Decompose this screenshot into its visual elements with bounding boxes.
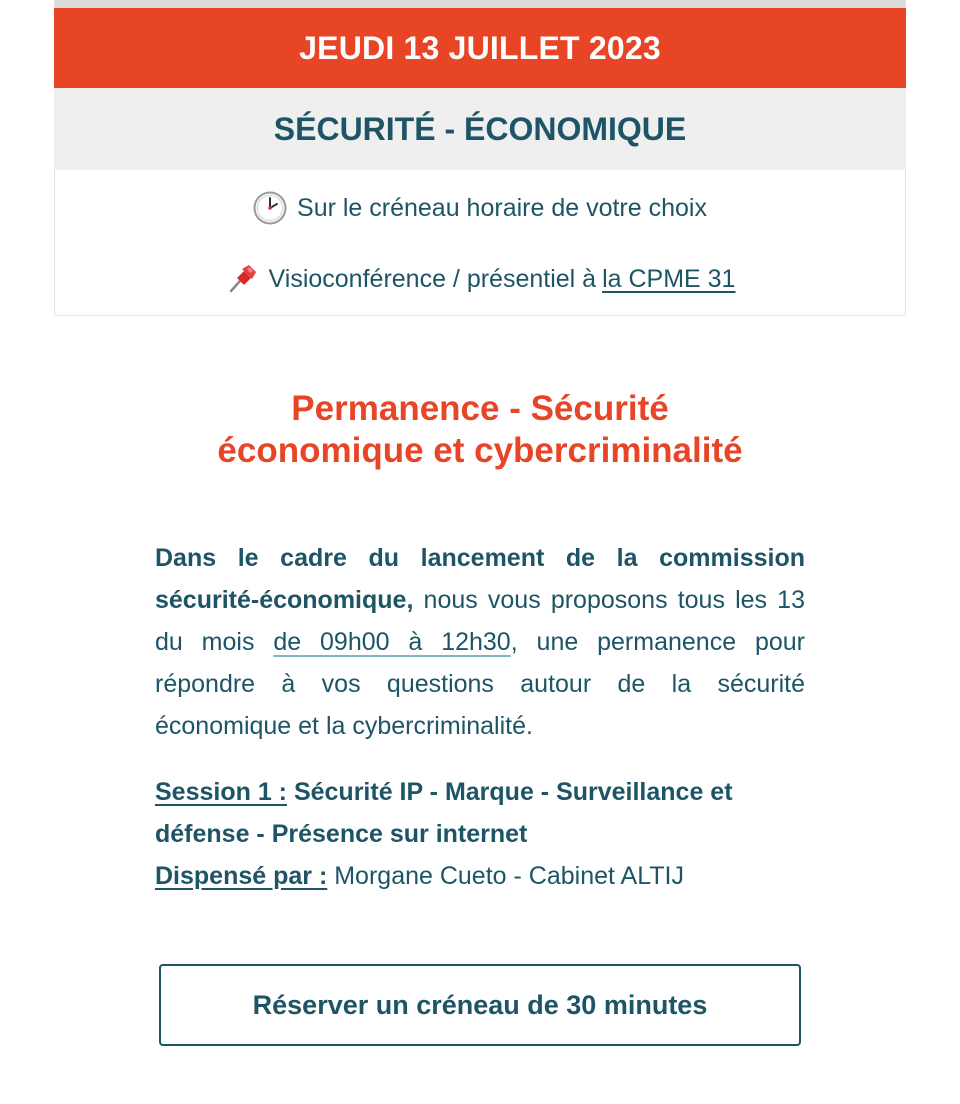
pushpin-icon: [225, 262, 259, 296]
clock-icon: [253, 191, 287, 225]
event-title: [54, 388, 906, 472]
event-info-box: [54, 170, 906, 316]
speaker-label: Dispensé par :: [155, 862, 328, 890]
reserve-slot-button[interactable]: Réserver un créneau de 30 minutes: [159, 964, 801, 1046]
session-details: [155, 771, 805, 897]
description-text-1: nous vous proposons tous les 13 du mois: [155, 586, 805, 656]
session-speaker-line: [155, 855, 805, 897]
session-topic-line: [155, 771, 805, 855]
time-info: [55, 170, 905, 226]
description-text-2: , une permanence pour répondre à vos questions autour de la sécurité économique et la cybercriminalité.: [155, 628, 806, 740]
event-description: [155, 537, 805, 747]
event-category-banner: [54, 88, 906, 170]
event-title-line-1: Permanence - Sécurité: [291, 389, 669, 428]
time-info-text: Sur le créneau horaire de votre choix: [297, 193, 707, 222]
location-info: [55, 226, 905, 297]
description-time-range: de 09h00 à 12h30: [273, 628, 511, 656]
cpme31-link[interactable]: la CPME 31: [602, 264, 736, 293]
event-title-line-2: économique et cybercriminalité: [217, 431, 743, 470]
event-date-banner: [54, 8, 906, 88]
description-intro: Dans le cadre du lancement de la commission sécurité-économique,: [155, 544, 805, 614]
event-date: JEUDI 13 JUILLET 2023: [299, 29, 661, 66]
session-label: Session 1 :: [155, 778, 287, 806]
location-info-text: Visioconférence / présentiel à: [268, 264, 597, 293]
event-category: SÉCURITÉ - ÉCONOMIQUE: [273, 110, 687, 147]
top-divider: [54, 0, 906, 8]
session-topic: Sécurité IP - Marque - Surveillance et défense - Présence sur internet: [155, 778, 733, 848]
speaker-name: Morgane Cueto - Cabinet ALTIJ: [334, 862, 684, 890]
event-card: [54, 8, 906, 316]
